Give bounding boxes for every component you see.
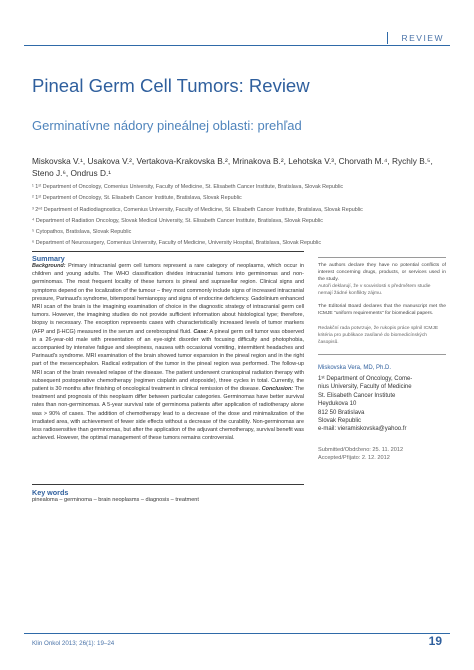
background-label: Background: — [32, 263, 66, 269]
article-subtitle: Germinatívne nádory pineálnej oblasti: prehľad — [32, 118, 302, 133]
editorial-board-en: The Editorial Board declares that the manuscript met the ICMJE "uniform requirements" for biomedical papers. — [318, 304, 446, 316]
affiliation-list — [32, 182, 442, 250]
affiliation-item: ² 1ˢᵗ Department of Oncology, St. Elisabeth Cancer Institute, Bratislava, Slovak Republic — [32, 195, 242, 202]
contact-name: Miskovska Vera, MD, Ph.D. — [318, 365, 392, 371]
summary-text — [32, 262, 304, 442]
contact-line: St. Elisabeth Cancer Institute — [318, 392, 396, 399]
conflict-declaration-en: The authors declare they have no potential conflicts of interest concerning drugs, products, or services used in the study. — [318, 263, 446, 282]
top-rule — [24, 45, 450, 46]
contact-line: nius University, Faculty of Medicine — [318, 384, 412, 391]
summary-heading: Summary — [32, 254, 65, 263]
submission-dates — [318, 446, 446, 463]
background-text: Primary intracranial germ cell tumors represent a rare category of neoplasms, which occur in children and young adults. The WHO classification divides intracranial tumors into germinomas and non-germinomas. The most frequent locality of these tumors is pineal and suprasellar region. Clinical signs and symptoms depend on the localization of the tumour – they most commonly include signs of increased intracranial pressure, Parinaud's syndrome, bitemporal hemianopsy and signs of endocrine deficiency. Gadolinium enhanced MRI scan of the brain is the imagining examination of choice in the diagnostic strategy of intracranial germ cell tumors. However, the imagining studies do not provide sufficient information about histological type; therefore, biopsy is necessary. The exception represents cases with characteristically increased levels of tumor markers (AFP and β-HCG) measured in the serum and cerebrospinal fluid. — [32, 263, 304, 335]
affiliation-item: ⁵ Cytopathos, Bratislava, Slovak Republic — [32, 229, 132, 236]
conclusion-text: The treatment and prognosis of this neoplasm differ between particular categories. Germinomas have better survival rates than non-germinomas. A 5-year survival rate of germinoma patients after application of radiotherapy alone was > 90% of cases. The addition of chemotherapy lead to a decrease of the dose and minimalization of the irradiated area, with achievement of fewer side effects without a decrease of the curability. Non-germinomas are less radiosensitive than germinomas, but after the application of the adjuvant chemotherapy, survival benefit was achieved. However, the optimal management of these tumors remains controversial. — [32, 386, 304, 442]
case-label: Case: — [193, 328, 209, 335]
sidebar-top-rule — [318, 257, 446, 258]
affiliation-item: ³ 2ⁿᵈ Department of Radiodiagnostics, Comenius University, Faculty of Medicine, St. Elisabeth Cancer Institute, Bratislava, Slovak Republic — [32, 206, 363, 213]
contact-email[interactable]: e-mail: vieramiskovska@yahoo.fr — [318, 426, 407, 433]
submitted-date: Submitted/Obdrženo: 25. 11. 2012 — [318, 447, 404, 453]
keywords-text: pinealoma – germinoma – brain neoplasms – diagnosis – treatment — [32, 497, 199, 503]
article-title: Pineal Germ Cell Tumors: Review — [32, 75, 310, 96]
contact-line: Slovak Republic — [318, 418, 362, 425]
page-number: 19 — [428, 634, 442, 648]
contact-line: 1ˢᵗ Department of Oncology, Come- — [318, 376, 413, 382]
summary-top-rule — [32, 251, 304, 252]
editorial-board-sk: Redakční rada potvrzuje, že rukopis práce splnil ICMJE kritéria pro publikace zasílané do biomedicínských časopisů. — [318, 326, 439, 345]
keywords-heading: Key words — [32, 488, 69, 497]
affiliation-item: ⁶ Department of Neurosurgery, Comenius University, Faculty of Medicine, University Hospital, Bratislava, Slovak Republic — [32, 240, 322, 247]
conclusion-label: Conclusion: — [261, 386, 294, 393]
author-list: Miskovska V.¹, Usakova V.², Vertakova-Krakovska B.², Mrinakova B.², Lehotska V.³, Chorvath M.⁴, Rychly B.⁵, Steno J.⁶, Ondrus D.¹ — [32, 156, 433, 178]
contact-address — [318, 375, 446, 434]
header-divider — [387, 32, 388, 44]
journal-citation: Klin Onkol 2013; 26(1): 19–24 — [32, 640, 115, 647]
contact-line: 812 50 Bratislava — [318, 409, 365, 416]
accepted-date: Accepted/Přijato: 2. 12. 2012 — [318, 455, 390, 462]
conflict-declaration-sk: Autoři deklarují, že v souvislosti s předmětem studie nemají žádné konflikty zájmu. — [318, 284, 431, 296]
sidebar-divider — [318, 354, 446, 355]
case-text: A pineal germ cell tumor was observed in a 26-year-old male with presentation of an eye-sight disorder with focusing difficulty and photophobia, accompanied by intensive fatigue and sleepiness, nausea with occasional vomiting, intermittent headaches and Parinaud's syndrome. MRI examination of the brain showed tumor expansion in the pineal region and in the right part of the mesencephalon. Radical extirpation of the tumor in the pineal region was performed. The follow-up MRI scan of the brain revealed relapse of the disease. The patient underwent craniospinal radiation therapy with subsequent postoperative chemotherapy (regimen cisplatin and etoposide), three cycles in total. Currently, the patient is 30 months after finishing of oncological treatment in clinical remission of the disease. — [32, 328, 304, 393]
section-tag: REVIEW — [401, 33, 444, 43]
affiliation-item: ⁴ Department of Radiation Oncology, Slovak Medical University, St. Elisabeth Cancer Institute, Bratislava, Slovak Republic — [32, 217, 323, 224]
affiliation-item: ¹ 1ˢᵗ Department of Oncology, Comenius University, Faculty of Medicine, St. Elisabeth Cancer Institute, Bratislava, Slovak Republic — [32, 184, 344, 190]
keywords-rule — [32, 484, 304, 485]
bottom-rule — [24, 633, 450, 634]
contact-line: Heydukova 10 — [318, 401, 357, 408]
